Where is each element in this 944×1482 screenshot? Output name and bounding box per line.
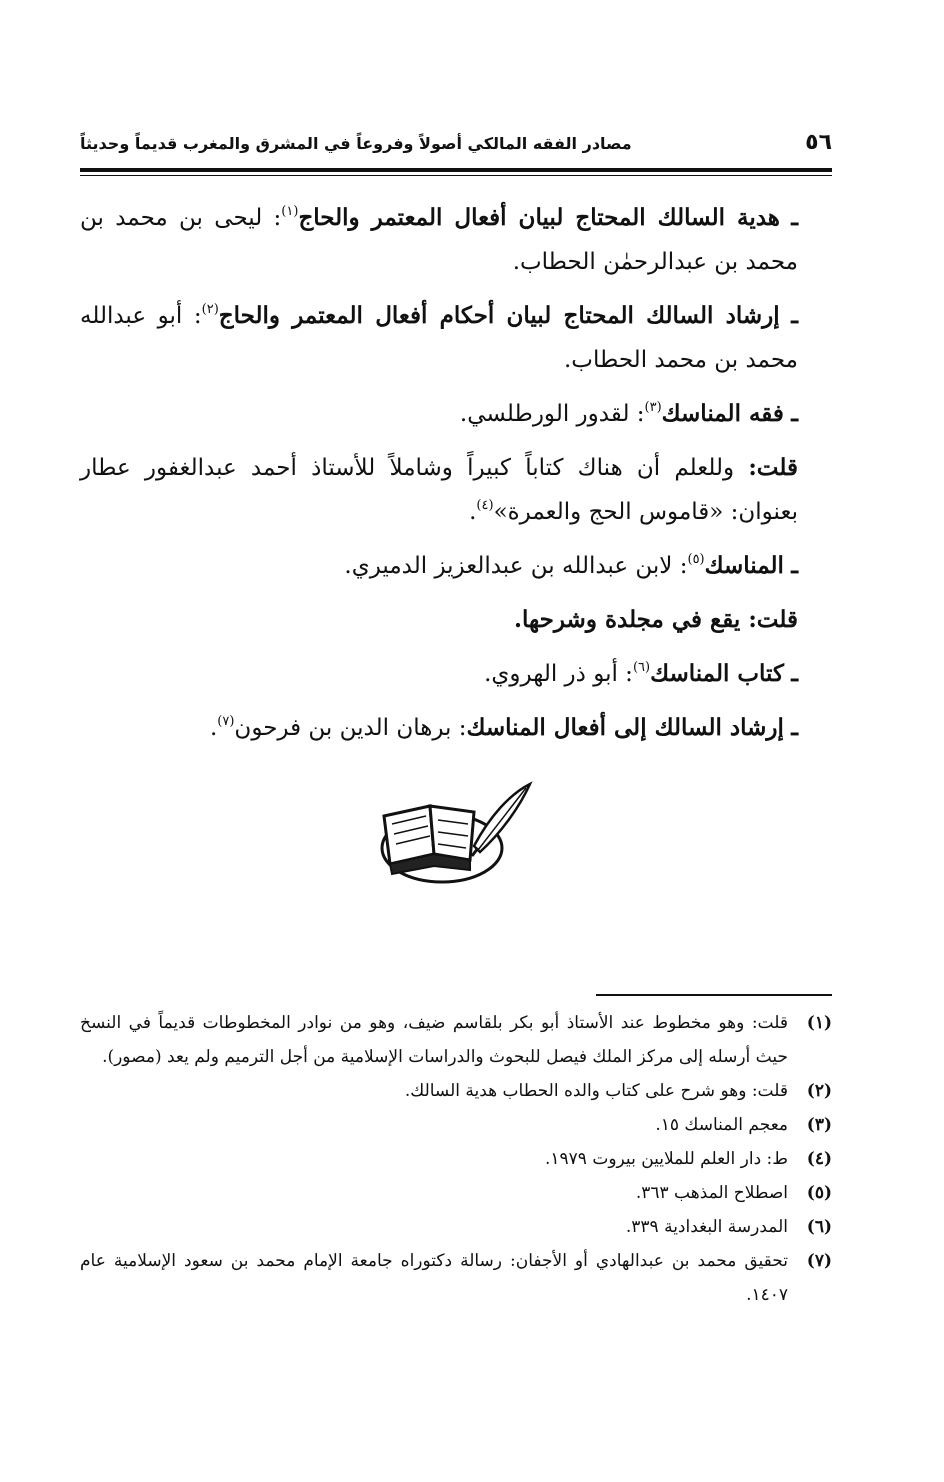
book-author: : ليحى بن محمد بن محمد بن عبدالرحمٰن الحطاب. <box>80 205 798 275</box>
footnote-ref: (٤) <box>476 498 494 513</box>
remark-label: قلت: <box>748 606 798 633</box>
footnote-number: (٣) <box>806 1115 832 1135</box>
footnote-number: (٢) <box>806 1081 832 1101</box>
book-entry: ـ كتاب المناسك$^{(٦)}$: أبو ذر الهروي. <box>484 660 798 687</box>
main-text <box>80 196 832 760</box>
footnote-ref: (٥) <box>687 552 705 567</box>
book-author: : لابن عبدالله بن عبدالعزيز الدميري. <box>344 553 688 579</box>
footnote-text: قلت: وهو مخطوط عند الأستاذ أبو بكر بلقاسم ضيف، وهو من نوادر المخطوطات قديماً في النسخ حيث أرسله إلى مركز الملك فيصل للبحوث والدراسات الإسلامية من أجل الترميم ولم يعد (مصور). <box>80 1013 788 1067</box>
footnote <box>80 1142 832 1176</box>
book-author: : أبو عبدالله محمد بن محمد الحطاب. <box>80 303 798 373</box>
footnote <box>80 1074 832 1108</box>
book-entry: ـ إرشاد السالك إلى أفعال المناسك: برهان الدين بن فرحون$^{(٧)}$. <box>209 714 798 741</box>
book-entry: ـ المناسك$^{(٥)}$: لابن عبدالله بن عبدالعزيز الدميري. <box>344 552 798 579</box>
footnote-ref: (٧) <box>217 714 235 729</box>
footnote-ref: (٣) <box>644 400 662 415</box>
footnote-ref: (٢) <box>201 302 219 317</box>
header-rule-thin <box>80 175 832 176</box>
book-title: هدية السالك المحتاج لبيان أفعال المعتمر والحاج <box>298 204 780 231</box>
remark-label: قلت: <box>748 454 798 481</box>
footnote-ref: (٦) <box>632 660 651 675</box>
book-title: كتاب المناسك <box>650 660 784 687</box>
book-author: : برهان الدين بن فرحون <box>234 715 467 741</box>
book-author: : لقدور الورطلسي. <box>459 401 645 427</box>
book-entry: ـ هدية السالك المحتاج لبيان أفعال المعتمر والحاج$^{(١)}$: ليحى بن محمد بن محمد بن عبدالرحمٰن الحطاب. <box>80 204 798 275</box>
footnote-text: ط: دار العلم للملايين بيروت ١٩٧٩. <box>545 1149 788 1169</box>
running-title: مصادر الفقه المالكي أصولاً وفروعاً في المشرق والمغرب قديماً وحديثاً <box>80 134 632 153</box>
remark-paragraph: قلت: وللعلم أن هناك كتاباً كبيراً وشاملاً للأستاذ أحمد عبدالغفور عطار بعنوان: «قاموس الحج والعمرة»$^{(٤)}$. <box>80 454 798 525</box>
page-number: ٥٦ <box>805 130 832 155</box>
footnote-ref: (١) <box>281 204 299 219</box>
footnote <box>80 1006 832 1074</box>
book-author: : أبو ذر الهروي. <box>484 661 633 687</box>
footnote-number: (٦) <box>806 1217 832 1237</box>
book-title: المناسك <box>704 552 784 579</box>
footnote <box>80 1108 832 1142</box>
footnote-text: تحقيق محمد بن عبدالهادي أو الأجفان: رسالة دكتوراه جامعة الإمام محمد بن سعود الإسلامية عام ١٤٠٧. <box>80 1251 788 1305</box>
footnote-text: المدرسة البغدادية ٣٣٩. <box>625 1217 788 1237</box>
remark-text: يقع في مجلدة وشرحها. <box>514 606 749 633</box>
footnotes <box>80 1006 832 1312</box>
book-title: إرشاد السالك المحتاج لبيان أحكام أفعال المعتمر والحاج <box>218 302 780 329</box>
book-title: إرشاد السالك إلى أفعال المناسك <box>466 714 784 741</box>
book-entry: ـ إرشاد السالك المحتاج لبيان أحكام أفعال المعتمر والحاج$^{(٢)}$: أبو عبدالله محمد بن محمد الحطاب. <box>80 302 798 373</box>
footnote-number: (٤) <box>806 1149 832 1169</box>
footnote-text: اصطلاح المذهب ٣٦٣. <box>635 1183 788 1203</box>
remark-text: وللعلم أن هناك كتاباً كبيراً وشاملاً للأستاذ أحمد عبدالغفور عطار بعنوان: «قاموس الحج والعمرة» <box>80 455 798 525</box>
footnote-text: قلت: وهو شرح على كتاب والده الحطاب هدية السالك. <box>404 1081 788 1101</box>
remark-paragraph <box>80 598 832 642</box>
book-quill-icon <box>370 776 540 888</box>
footnote <box>80 1176 832 1210</box>
footnote <box>80 1244 832 1312</box>
footnote-separator <box>596 994 832 996</box>
book-title: فقه المناسك <box>661 400 784 427</box>
footnote-number: (٧) <box>806 1251 832 1271</box>
footnote-number: (١) <box>806 1013 832 1033</box>
footnote-number: (٥) <box>806 1183 832 1203</box>
book-entry: ـ فقه المناسك$^{(٣)}$: لقدور الورطلسي. <box>459 400 798 427</box>
page-header <box>80 128 832 164</box>
footnote-text: معجم المناسك ١٥. <box>655 1115 788 1135</box>
footnote <box>80 1210 832 1244</box>
header-rule-thick <box>80 168 832 172</box>
